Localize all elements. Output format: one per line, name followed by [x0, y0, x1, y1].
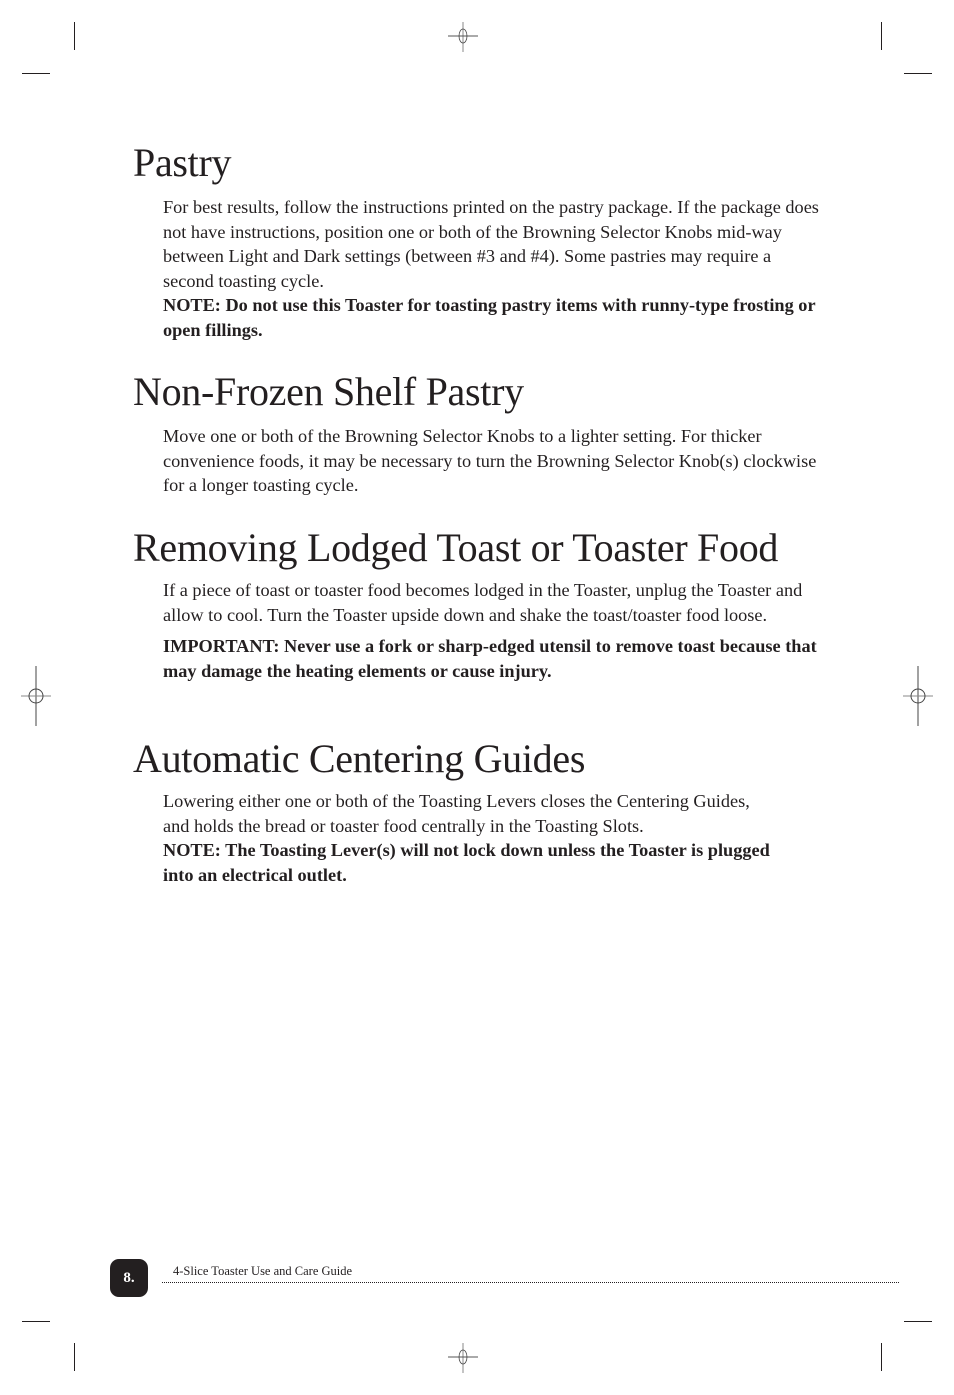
section-non-frozen-shelf-pastry [133, 370, 833, 498]
section-heading: Automatic Centering Guides [133, 736, 586, 781]
registration-crosshair-icon [448, 1343, 478, 1373]
crop-mark-top-left-horizontal [22, 73, 50, 74]
registration-crosshair-icon [21, 666, 51, 726]
crop-mark-top-right-horizontal [904, 73, 932, 74]
crop-mark-bottom-left-horizontal [22, 1321, 50, 1322]
section-body [163, 578, 823, 683]
section-removing-lodged-toast [133, 526, 833, 683]
note-paragraph: NOTE: Do not use this Toaster for toasting pastry items with runny-type frosting or open fillings. [163, 295, 816, 340]
paragraph: If a piece of toast or toaster food becomes lodged in the Toaster, unplug the Toaster and allow to cool. Turn the Toaster upside down and shake the toast/toaster food loose. [163, 580, 803, 625]
section-heading: Pastry [133, 140, 232, 185]
section-body [163, 424, 823, 498]
section-heading: Non-Frozen Shelf Pastry [133, 369, 524, 414]
paragraph: Lowering either one or both of the Toasting Levers closes the Centering Guides, and holds the bread or toaster food centrally in the Toasting Slots. [163, 791, 750, 836]
section-body [163, 195, 823, 342]
registration-crosshair-icon [448, 22, 478, 52]
crop-mark-bottom-left-vertical [74, 1343, 75, 1371]
section-body [163, 789, 770, 887]
crop-mark-bottom-right-vertical [881, 1343, 882, 1371]
paragraph: For best results, follow the instructions printed on the pastry package. If the package does not have instructions, position one or both of the Browning Selector Knobs mid-way between Light and Dark settings (between #3 and #4). Some pastries may require a second toasting cycle. [163, 197, 819, 291]
page-number: 8. [123, 1269, 135, 1286]
footer-guide-title: 4-Slice Toaster Use and Care Guide [173, 1264, 353, 1278]
note-paragraph: NOTE: The Toasting Lever(s) will not lock down unless the Toaster is plugged into an electrical outlet. [163, 840, 770, 885]
section-heading: Removing Lodged Toast or Toaster Food [133, 525, 779, 570]
registration-crosshair-icon [903, 666, 933, 726]
footer-dotted-rule [162, 1282, 899, 1283]
crop-mark-top-right-vertical [881, 22, 882, 50]
important-paragraph: IMPORTANT: Never use a fork or sharp-edged utensil to remove toast because that may damage the heating elements or cause injury. [163, 636, 817, 681]
section-automatic-centering-guides [133, 737, 833, 887]
paragraph: Move one or both of the Browning Selector Knobs to a lighter setting. For thicker convenience foods, it may be necessary to turn the Browning Selector Knob(s) clockwise for a longer toasting cycle. [163, 426, 817, 495]
crop-mark-top-left-vertical [74, 22, 75, 50]
page-number-badge [110, 1259, 148, 1297]
section-pastry [133, 141, 833, 342]
crop-mark-bottom-right-horizontal [904, 1321, 932, 1322]
